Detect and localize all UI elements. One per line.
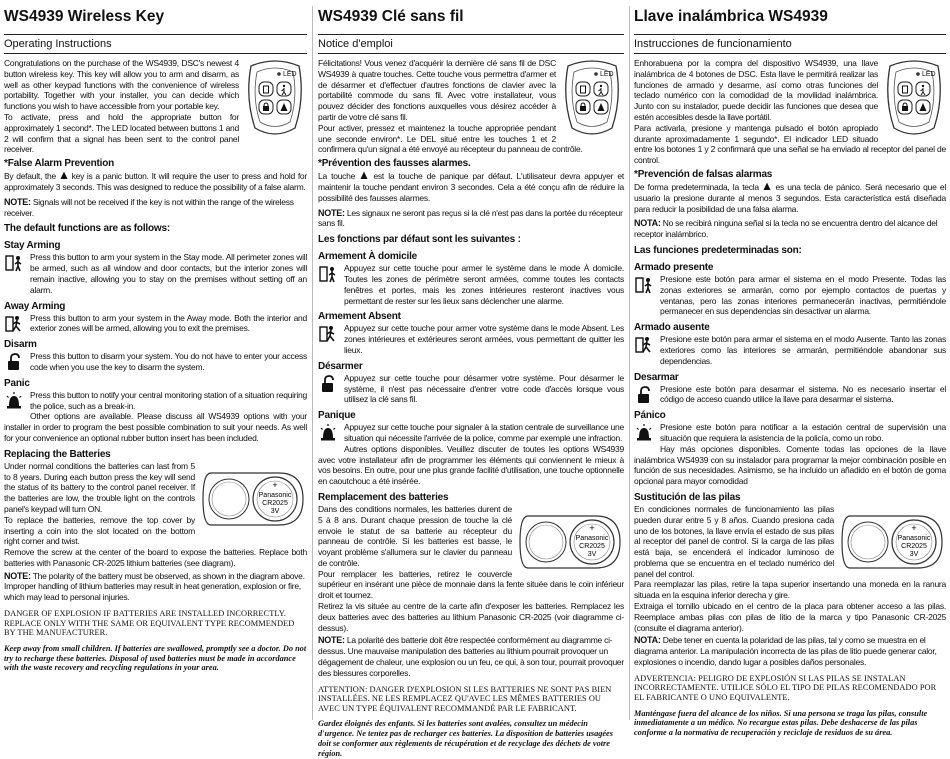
away-row <box>634 334 946 366</box>
away-row <box>4 313 307 335</box>
disarm-heading: Disarm <box>4 339 37 351</box>
replace-text-2: Pour remplacer les batteries, retirez le couvercle supérieur en insérant une pièce de monnaie dans la fente située dans le coin inférieur droit et tournez. <box>318 568 624 601</box>
disarm-heading: Désarmer <box>318 360 363 372</box>
disarm-row <box>4 351 307 373</box>
stay-heading: Stay Arming <box>4 240 61 252</box>
replace-heading: Sustitución de las pilas <box>634 491 741 503</box>
explosion-warning: ATTENTION: DANGER D'EXPLOSION SI LES BATTERIES NE SONT PAS BIEN INSTALLÉES. NE LES REMPLACEZ QU'AVEC LES MÊMES BATTERIES OU AVEC UN TYPE ÉQUIVALENT RECOMMANDÉ PAR LE FABRICANT. <box>318 684 612 713</box>
panic-row <box>318 422 624 444</box>
polarity-note: NOTE: La polarité des batterie doit être respectée conformément au diagramme ci-dessus. Une mauvaise manipulation des batteries au lithium pourrait provoquer un dégagement de chaleur, une explosion ou un feu, ce qui, à son tour, pourrait provoquer des blessures corporelles. <box>318 635 624 678</box>
away-heading: Away Arming <box>4 300 66 312</box>
battery-model: CR2025 <box>579 542 605 550</box>
replace-text: En condiciones normales de funcionamiento las pilas pueden durar entre 5 y 8 años. Cuando presiona cada uno de los botones, la llave envía el estado de sus pilas al receptor del panel de control. Si la carga de las pilas está baja, se encenderá el indicador luminoso de problema que se encuentra en el teclado numérico del panel del control. <box>634 503 834 579</box>
disarm-row <box>318 373 624 405</box>
key-fob-image <box>560 58 624 138</box>
false-alarm-heading: *Prevención de falsas alarmas <box>634 168 773 180</box>
panic-icon <box>318 423 338 443</box>
options-text: Hay más opciones disponibles. Comente todas las opciones de la llave inalámbrica WS4939 con su instalador para programar la mejor combinación posible en función de sus necesidades. Asimismo, se ha incluido un añadido en el botón de goma opcional para mayor comodidad <box>634 443 946 487</box>
away-text: Presione este botón para armar el sistema en el modo Ausente. Tanto las zonas exteriores como las interiores se armarán, permitiéndole abandonar sus dependencias. <box>660 334 946 366</box>
explosion-warning: ADVERTENCIA: PELIGRO DE EXPLOSIÓN SI LAS PILAS SE INSTALAN INCORRECTAMENTE. UTILICE SÓLO EL TIPO DE PILAS RECOMENDADO POR EL FABRICANTE O UNO EQUIVALENTE. <box>634 673 937 703</box>
replace-text: Dans des conditions normales, les batteries durent de 5 à 8 ans. Durant chaque pression de touche la clé envoie le statut de sa batterie au récepteur du panneau de contrôle. Si les batteries est basse, le voyant problème s'allumera sur le clavier du panneau de contrôle. <box>318 503 512 568</box>
options-text: Autres options disponibles. Veuillez discuter de toutes les options WS4939 avec votre installateur afin de programmer les éléments qui conviennent le mieux à vos besoins. En outre, pour une plus grande facilité d'utilisation, une touche optionnelle en caoutchouc a été insérée. <box>318 443 624 487</box>
led-label: LED <box>600 71 614 78</box>
panic-key-icon <box>59 170 69 180</box>
safety-footer: Gardez éloignés des enfants. Si les batteries sont avalées, consultez un médecin d'urgence. Ne tentez pas de recharger ces batteries. La disposition de batteries usagées doit se conformer aux règlements de récupération et de recyclage des déchets de votre région. <box>318 719 613 758</box>
away-text: Appuyez sur cette touche pour armer votre système dans le mode Absent. Les zones intérieures et extérieures seront armées, vous permettant de quitter les lieux. <box>344 323 624 355</box>
column-divider <box>312 6 313 720</box>
range-note: NOTA: No se recibirá ninguna señal si la tecla no se encuentra dentro del alcance del receptor inalámbrico. <box>634 218 938 240</box>
disarm-heading: Desarmar <box>634 371 679 383</box>
disarm-text: Press this button to disarm your system. You do not have to enter your access code when you use the key to disarm the system. <box>30 351 307 372</box>
battery-diagram <box>516 510 624 574</box>
panic-icon <box>4 391 24 411</box>
disarm-text: Presione este botón para desarmar el sistema. No es necesario insertar el código de acceso cuando utilice la llave para desarmar el sistema. <box>660 383 946 405</box>
intro-text: Félicitations! Vous venez d'acquérir la dernière clé sans fil de DSC WS4939 à quatre touches. Cette touche vous permettra d'armer et de désarmer et d'effectuer d'autres fonctions de clavier avec la portabilité commode du sans fil. Avec votre installateur, vous pouvez décider des fonctions auxquelles vous désirez accéder à partir de votre clé sans fil. <box>318 58 556 122</box>
disarm-row <box>634 384 946 406</box>
replace-text-3: Retirez la vis située au centre de la carte afin d'exposer les batteries. Remplacez les deux batteries avec des batteries au lithium Panasonic CR-2025 (voir diagramme ci-dessus). <box>318 601 624 633</box>
led-label: LED <box>283 71 297 78</box>
panic-text: Presione este botón para notificar a la estación central de supervisión una situación que requiera la asistencia de la policía, como un robo. <box>660 422 946 443</box>
intro-text: Congratulations on the purchase of the WS4939, DSC's newest 4 button wireless key. This key will allow you to arm and disarm, as well as other keypad functions with the convenience of wireless portability. Together with your installer, you can decide which functions you wish to have accessible from your portable key. <box>4 58 239 112</box>
range-note: NOTE: Signals will not be received if the key is not within the range of the wireless receiver. <box>4 196 294 218</box>
false-alarm-heading: *Prévention des fausses alarmes. <box>318 158 471 170</box>
replace-text-3: Remove the screw at the center of the board to expose the batteries. Replace both batteries with Panasonic CR-2025 lithium batteries (see diagram). <box>4 547 307 568</box>
safety-footer: Manténgase fuera del alcance de los niños. Si una persona se traga las pilas, consulte inmediatamente a un médico. No recargue estas pilas. Debe deshacerse de las pilas conforme a la normativa de recuperación y reciclaje de residuos de su área. <box>634 708 928 738</box>
false-alarm-heading: *False Alarm Prevention <box>4 158 115 170</box>
replace-text-2: To replace the batteries, remove the top cover by inserting a coin into the slot located on the bottom right corner and twist. <box>4 514 195 547</box>
defaults-heading: Les fonctions par défaut sont les suivantes : <box>318 234 521 246</box>
key-fob-image <box>243 58 307 138</box>
away-row <box>318 323 624 355</box>
battery-voltage: 3V <box>909 550 919 558</box>
battery-diagram <box>199 467 307 531</box>
battery-brand: Panasonic <box>258 491 292 499</box>
replace-heading: Remplacement des batteries <box>318 491 449 503</box>
disarm-icon <box>318 374 338 394</box>
panic-row <box>634 422 946 444</box>
stay-icon <box>4 253 24 273</box>
stay-text: Presione este botón para armar el sistema en el modo Presente. Todas las zonas exteriores se armarán, como por ejemplo contactos de puertas y ventanas, pero las zonas interiores permanecerán inactivas, permitiéndole permanecer en sus dependencias sin desactivar un alarma. <box>660 273 946 317</box>
safety-footer: Keep away from small children. If batteries are swallowed, promptly see a doctor. Do not try to recharge these batteries. Disposal of used batteries must be made in accordance with the waste recovery and recycling regulations in your area. <box>4 643 307 673</box>
away-icon <box>634 335 654 355</box>
replace-text-2: Para reemplazar las pilas, retire la tapa superior insertando una moneda en la ranura situada en la esquina inferior derecha y gire. <box>634 579 946 601</box>
battery-model: CR2025 <box>901 542 927 550</box>
panic-key-icon <box>359 170 369 180</box>
polarity-note: NOTA: Debe tener en cuenta la polaridad de las pilas, tal y como se muestra en el diagrama anterior. La manipulación incorrecta de las pilas de litio puede generar calor, explosiones o incendio, dando lugar a posibles daños personales. <box>634 635 937 668</box>
battery-voltage: 3V <box>270 507 280 515</box>
panic-heading: Pánico <box>634 410 666 422</box>
activation-text: Para activarla, presione y mantenga pulsado el botón apropiado durante aproximadamente 1 segundo*. El indicador LED situado entre los botones 1 y 2 confirmará que una señal se ha enviado al receptor del panel de control. <box>634 122 946 166</box>
battery-diagram <box>838 510 946 574</box>
stay-text: Press this button to arm your system in the Stay mode. All perimeter zones will be armed, such as all window and door contacts, but the interior zones will remain inactive, allowing you to stay on the premises without setting off an alarm. <box>30 252 307 295</box>
stay-icon <box>634 275 654 295</box>
battery-brand: Panasonic <box>897 534 931 542</box>
stay-row <box>634 274 946 317</box>
key-fob-image <box>882 58 946 138</box>
panic-heading: Panic <box>4 377 30 389</box>
replace-text: Under normal conditions the batteries can last from 5 to 8 years. During each button press the key will send the status of its battery to the control panel receiver. If the batteries are low, the trouble light on the controls panel's keypad will turn ON. <box>4 460 195 514</box>
stay-row <box>4 252 307 295</box>
doc-title: WS4939 Clé sans fil <box>318 8 464 25</box>
explosion-warning: DANGER OF EXPLOSION IF BATTERIES ARE INSTALLED INCORRECTLY. REPLACE ONLY WITH THE SAME OR EQUIVALENT TYPE RECOMMENDED BY THE MANUFACTURER. <box>4 609 295 638</box>
replace-text-3: Extraiga el tornillo ubicado en el centro de la placa para obtener acceso a las pilas. Reemplace ambas pilas con pilas de litio de la marca y tipo Panasonic CR-2025 (consulte el diagrama anterior). <box>634 601 946 633</box>
battery-plus: + <box>272 479 278 490</box>
away-text: Press this button to arm your system in the Away mode. Both the interior and exterior zones will be armed, allowing you to exit the premises. <box>30 312 307 334</box>
intro-text: Enhorabuena por la compra del dispositivo WS4939, una llave inalámbrica de 4 botones de DSC. Esta llave le permitirá realizar las funciones de armado y desarme, así como otras funciones del teclado numérico con la comodidad de la movilidad inalámbrica. Junto con su instalador, puede decidir las funciones que desea que estén accesibles desde la llave portátil. <box>634 58 878 122</box>
options-text: Other options are available. Please discuss all WS4939 options with your installer in order to program the best possible combination to suit your needs. As well for your convenience an optional rubber button insert has been included. <box>4 411 307 443</box>
disarm-text: Appuyez sur cette touche pour désarmer votre système. Pour désarmer le système, il n'est pas nécessaire d'entrer votre code d'accès lorsque vous utilisez la clé sans fil. <box>344 372 624 405</box>
led-label: LED <box>922 71 936 78</box>
polarity-note: NOTE: The polarity of the battery must be observed, as shown in the diagram above. Improper handling of lithium batteries may result in heat generation, explosion or fire, which may lead to personal injuries. <box>4 570 305 603</box>
stay-row <box>318 263 624 306</box>
away-heading: Armado ausente <box>634 322 710 334</box>
stay-heading: Armado presente <box>634 261 714 273</box>
doc-title: Llave inalámbrica WS4939 <box>634 8 828 25</box>
stay-heading: Armement À domicile <box>318 251 418 263</box>
battery-plus: + <box>911 522 917 533</box>
activation-text: To activate, press and hold the appropriate button for approximately 1 second*. The LED located between buttons 1 and 2 will confirm that a signal has been sent to the control panel receiver. <box>4 111 239 155</box>
disarm-icon <box>4 352 24 372</box>
column-english <box>4 6 307 721</box>
away-heading: Armement Absent <box>318 311 401 323</box>
panic-text: Appuyez sur cette touche pour signaler à la station centrale de surveillance une situation qui nécessite l'arrivée de la police, comme par exemple une infraction. <box>344 422 624 443</box>
panic-icon <box>634 423 654 443</box>
doc-title: WS4939 Wireless Key <box>4 8 165 25</box>
battery-brand: Panasonic <box>575 534 609 542</box>
false-alarm-text: La touche est la touche de panique par défaut. L'utilisateur devra appuyer et maintenir la touche pendant environ 3 secondes. Cela a été conçu afin de réduire la possibilité des fausses alarmes. <box>318 171 624 203</box>
activation-text: Pour activer, pressez et maintenez la touche appropriée pendant une seconde environ*. Le DEL situé entre les touches 1 et 2 confirmera qu'un signal a été envoyé au récepteur du panneau de contrôle. <box>318 122 583 155</box>
panic-text: Press this button to notify your central monitoring station of a situation requiring the police, such as a break-in. <box>30 389 307 411</box>
battery-plus: + <box>589 522 595 533</box>
false-alarm-text: By default, the key is a panic button. It will require the user to press and hold for approximately 3 seconds. This was designed to reduce the possibility of a false alarm. <box>4 171 307 192</box>
stay-icon <box>318 264 338 284</box>
range-note: NOTE: Les signaux ne seront pas reçus si la clé n'est pas dans la portée du récepteur sans fil. <box>318 207 623 229</box>
battery-model: CR2025 <box>262 499 288 507</box>
battery-voltage: 3V <box>587 550 597 558</box>
panic-key-icon <box>762 181 772 191</box>
false-alarm-text: De forma predeterminada, la tecla es una tecla de pánico. Será necesario que el usuario la presione durante al menos 3 segundos. Esta característica está diseñada para reducir la posibilidad de una falsa alarma. <box>634 181 946 214</box>
doc-subtitle: Instrucciones de funcionamiento <box>634 34 946 54</box>
stay-text: Appuyez sur cette touche pour armer le système dans le mode À domicile. Toutes les zones de périmètre seront armées, comme toutes les contacts fenêtres et portes, mais les zones intérieures resteront inactives vous permettant de rester sur les lieux sans déclencher une alarme. <box>344 263 624 306</box>
column-french <box>318 6 624 758</box>
column-divider <box>629 6 630 720</box>
away-icon <box>318 324 338 344</box>
defaults-heading: Las funciones predeterminadas son: <box>634 244 802 256</box>
replace-heading: Replacing the Batteries <box>4 448 111 460</box>
panic-heading: Panique <box>318 410 356 422</box>
defaults-heading: The default functions are as follows: <box>4 223 170 235</box>
disarm-icon <box>634 385 654 405</box>
doc-subtitle: Notice d'emploi <box>318 34 624 54</box>
panic-row <box>4 390 307 412</box>
column-spanish <box>634 6 946 738</box>
doc-subtitle: Operating Instructions <box>4 34 307 54</box>
away-icon <box>4 314 24 334</box>
